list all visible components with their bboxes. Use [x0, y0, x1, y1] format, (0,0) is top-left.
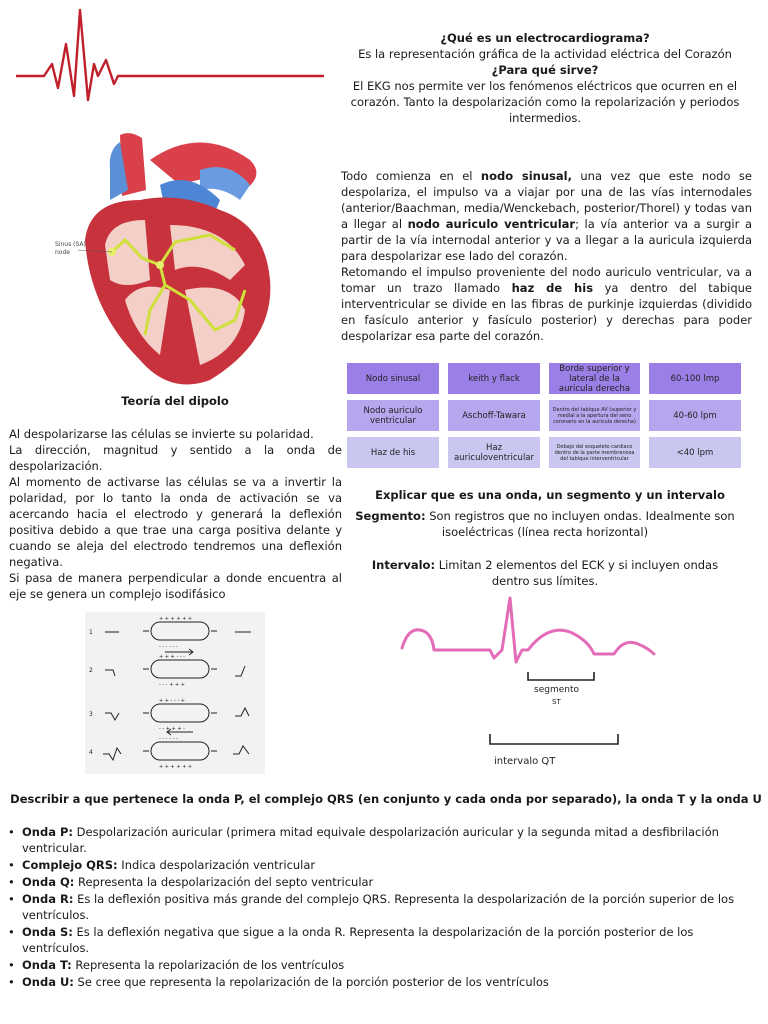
list-item	[22, 824, 762, 856]
question-purpose: ¿Para qué sirve?	[491, 63, 599, 77]
svg-text:- - + + + -: - - + + + -	[159, 726, 185, 732]
term-nodo-av: nodo auriculo ventricular	[407, 217, 576, 231]
fig-row-number: 3	[89, 711, 93, 718]
svg-text:- - - - - -: - - - - - -	[159, 644, 178, 650]
wave-description: Indica despolarización ventricular	[117, 858, 316, 872]
text-span: una vez que este nodo se despolariza, el impulso va a viajar por una de las vías internodales (anterior/Baachman, media/Wenckebach, posterior/Thorel) y todas van a llegar al	[341, 169, 752, 231]
question-what: ¿Qué es un electrocardiograma?	[440, 31, 650, 45]
describe-title: Describir a que pertenece la onda P, el complejo QRS (en conjunto y cada onda por separado), la onda T y la onda U	[10, 792, 762, 806]
svg-text:- - - - - -: - - - - - -	[159, 736, 178, 742]
wave-label: Onda U:	[22, 975, 74, 989]
table-row	[347, 437, 747, 468]
dipolo-paragraph: Si pasa de manera perpendicular a donde encuentra al eje se genera un complejo isodifásico	[9, 571, 342, 601]
dipole-figure	[85, 612, 265, 774]
wave-label: Onda P:	[22, 825, 73, 839]
interval-definition	[370, 557, 720, 589]
wave-description: Representa la despolarización del septo ventricular	[74, 875, 374, 889]
table-cell: Haz auriculoventricular	[448, 437, 540, 468]
table-cell: Dentro del tabique AV (superior y medial a la apertura del seno coronario en la auricula derecha)	[549, 400, 640, 431]
conduction-paragraph-1	[341, 168, 752, 264]
list-item	[22, 974, 762, 990]
table-cell: Debajo del esqueleto cardiaco dentro de la parte membranosa del tabique interventricular	[549, 437, 640, 468]
svg-text:+ + + - - -: + + + - - -	[159, 654, 185, 660]
wave-description: Representa la repolarización de los ventrículos	[71, 958, 345, 972]
table-cell: Borde superior y lateral de la auricula derecha	[549, 363, 640, 394]
interval-label: Intervalo:	[371, 558, 436, 572]
table-cell: Nodo auriculo ventricular	[347, 400, 439, 431]
dipolo-title: Teoría del dipolo	[121, 394, 229, 408]
drawing-st-label: ST	[552, 698, 561, 706]
sa-node-label: Sinus (SA)	[55, 241, 86, 248]
segment-label: Segmento:	[355, 509, 426, 523]
text-span: ; la vía anterior va a surgir a partir de la vía internodal anterior y va a llegar a la auricula izquierda para despolarizar ese lado del corazón.	[341, 217, 752, 263]
list-item	[22, 874, 762, 890]
table-cell: <40 lpm	[649, 437, 741, 468]
list-item	[22, 891, 762, 923]
table-row	[347, 400, 747, 431]
text-span: Todo comienza en el	[341, 169, 481, 183]
list-item	[22, 957, 762, 973]
svg-text:+ + + + + +: + + + + + +	[159, 616, 193, 622]
table-cell: 60-100 lmp	[649, 363, 741, 394]
segment-definition	[345, 508, 745, 540]
text-span: Retomando el impulso proveniente del nodo auriculo ventricular, va a tomar un trazo llamado	[341, 265, 752, 295]
table-cell: keith y flack	[448, 363, 540, 394]
conduction-paragraph-2	[341, 264, 752, 344]
heart-conduction-illustration	[50, 130, 295, 392]
wave-label: Onda T:	[22, 958, 72, 972]
answer-purpose: El EKG nos permite ver los fenómenos eléctricos que ocurren en el corazón. Tanto la despolarización como la repolarización y periodos intermedios.	[350, 79, 740, 125]
intro-block	[332, 30, 758, 126]
term-haz-de-his: haz de his	[511, 281, 594, 295]
wave-description: Se cree que representa la repolarización de la porción posterior de los ventrículos	[73, 975, 549, 989]
wave-description: Es la deflexión negativa que sigue a la onda R. Representa la despolarización de la porción posterior de los ventrículos.	[22, 925, 694, 955]
sa-node-label-2: node	[55, 249, 70, 256]
dipolo-paragraph: Al momento de activarse las células se va a invertir la polaridad, por lo tanto la onda de activación se va acercando hacia el electrodo y generará la deflexión positiva debido a que trae una carga positiva delante y cuando se aleja del electrodo tendremos una deflexión negativa.	[9, 475, 342, 569]
fig-row-number: 4	[89, 749, 93, 756]
conduction-text	[341, 168, 752, 344]
wave-section-title: Explicar que es una onda, un segmento y un intervalo	[375, 488, 725, 502]
list-item	[22, 857, 762, 873]
fig-row-number: 2	[89, 667, 93, 674]
waves-list	[22, 824, 762, 991]
svg-text:+ + - - - +: + + - - - +	[159, 698, 185, 704]
wave-description: Es la deflexión positiva más grande del complejo QRS. Representa la despolarización de la porción superior de los ventrículos.	[22, 892, 735, 922]
svg-text:- - - + + +: - - - + + +	[159, 682, 185, 688]
drawing-interval-label: intervalo QT	[494, 756, 556, 767]
table-cell: Nodo sinusal	[347, 363, 439, 394]
segment-text: Son registros que no incluyen ondas. Idealmente son isoeléctricas (línea recta horizontal)	[425, 509, 735, 539]
drawing-segment-label: segmento	[534, 685, 579, 695]
list-item	[22, 924, 762, 956]
conduction-table	[347, 363, 747, 474]
dipolo-text	[9, 426, 342, 602]
wave-label: Onda Q:	[22, 875, 75, 889]
svg-text:+ + + + + +: + + + + + +	[159, 764, 193, 770]
dipolo-paragraph: Al despolarizarse las células se invierte su polaridad.	[9, 427, 314, 441]
term-nodo-sinusal: nodo sinusal,	[480, 169, 572, 183]
dipolo-paragraph: La dirección, magnitud y sentido a la onda de despolarización.	[9, 443, 342, 473]
table-cell: Haz de his	[347, 437, 439, 468]
interval-text: Limitan 2 elementos del ECK y si incluyen ondas dentro sus límites.	[435, 558, 719, 588]
wave-description: Despolarización auricular (primera mitad equivale despolarización auricular y la segunda mitad a desfibrilación ventricular.	[22, 825, 719, 855]
table-cell: Aschoff-Tawara	[448, 400, 540, 431]
answer-what: Es la representación gráfica de la actividad eléctrica del Corazón	[358, 47, 732, 61]
wave-label: Onda R:	[22, 892, 74, 906]
table-cell: 40-60 lpm	[649, 400, 741, 431]
fig-row-number: 1	[89, 629, 93, 636]
ecg-hand-drawing	[398, 588, 660, 770]
ekg-logo-line	[14, 4, 324, 104]
wave-label: Complejo QRS:	[22, 858, 118, 872]
table-row	[347, 363, 747, 394]
text-span: ya dentro del tabique interventricular se divide en las fibras de purkinje izquierdas (dividido en fasículo anterior y fasículo posterior) y derechas para poder despolarizar esa parte del corazón.	[341, 281, 753, 343]
wave-label: Onda S:	[22, 925, 73, 939]
